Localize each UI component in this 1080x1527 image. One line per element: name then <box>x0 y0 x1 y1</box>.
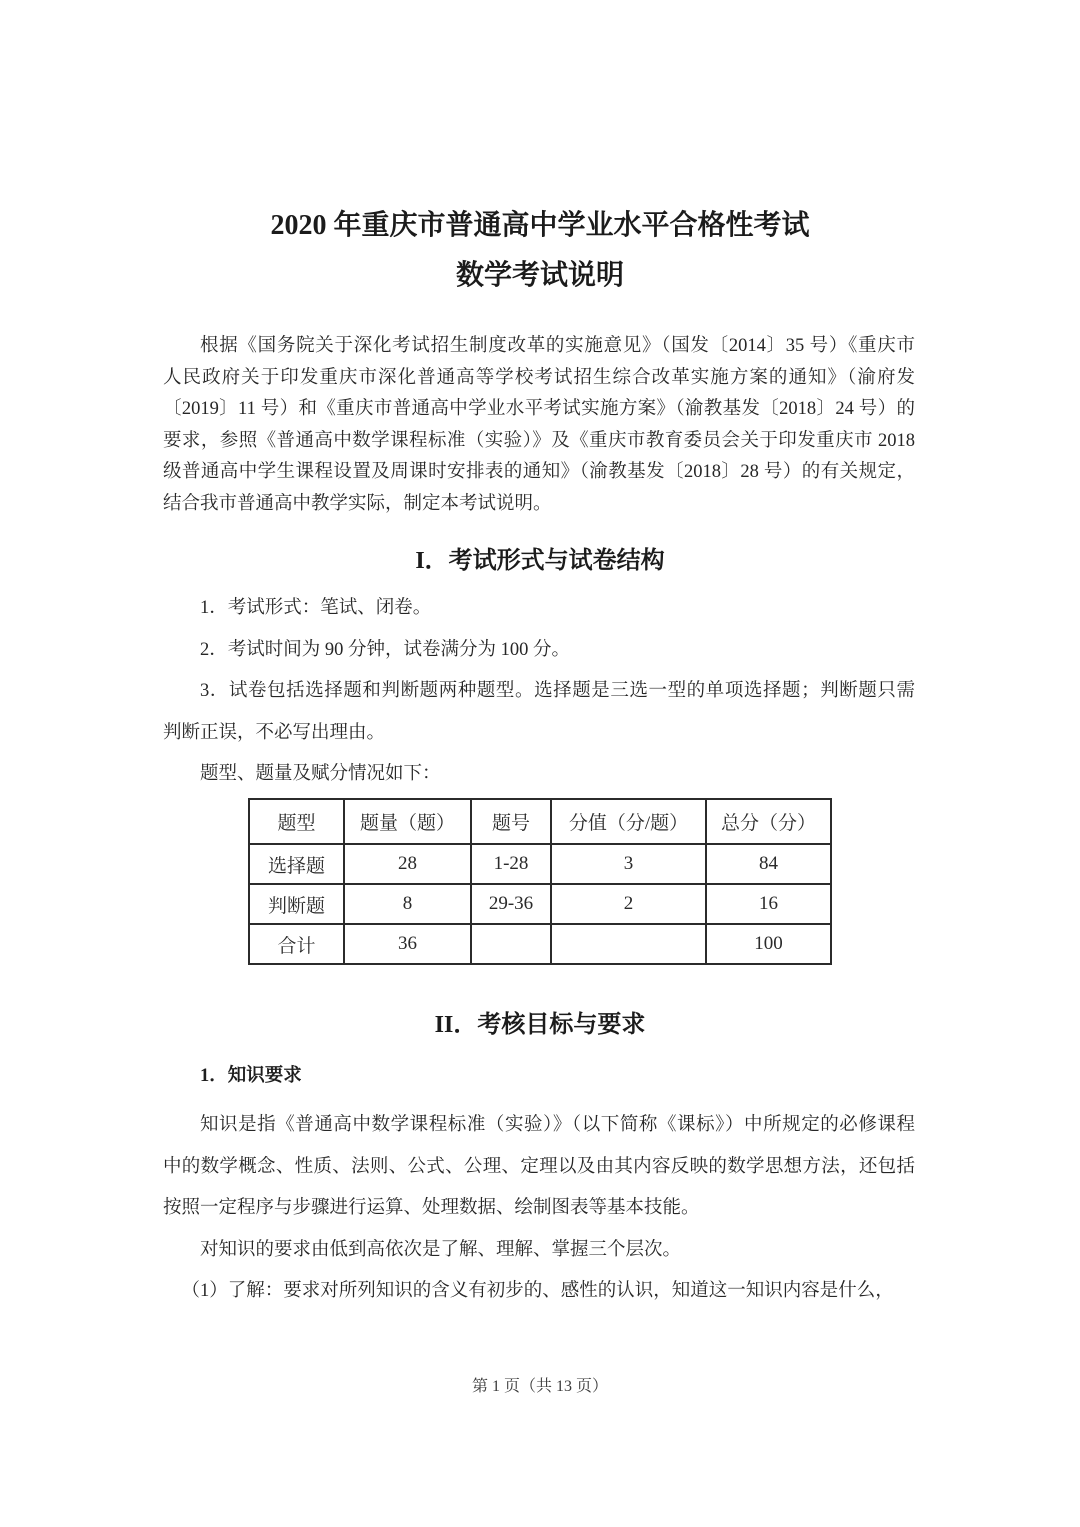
page-number-footer: 第 1 页（共 13 页） <box>471 1378 608 1395</box>
table-cell <box>471 924 551 964</box>
table-cell: 选择题 <box>249 844 344 884</box>
section1-body <box>163 588 915 796</box>
text-line: 根据《国务院关于深化考试招生制度改革的实施意见》（国发〔2014〕35 号）《重庆市 <box>200 336 915 356</box>
table-cell: 16 <box>706 884 831 924</box>
table-row <box>249 884 831 924</box>
text-line: 中的数学概念、性质、法则、公式、公理、定理以及由其内容反映的数学思想方法，还包括 <box>163 1156 915 1177</box>
section2-heading: II．考核目标与要求 <box>434 1012 646 1038</box>
table-header-cell: 题型 <box>249 799 344 844</box>
table-intro-line: 题型、题量及赋分情况如下： <box>200 764 441 784</box>
text-line: 级普通高中学生课程设置及周课时安排表的通知》（渝教基发〔2018〕28 号）的有关规定， <box>163 462 915 482</box>
list-item: 2．考试时间为 90 分钟，试卷满分为 100 分。 <box>200 639 571 660</box>
section1-heading: I．考试形式与试卷结构 <box>415 548 665 574</box>
table-cell: 3 <box>551 844 706 884</box>
list-item: 3．试卷包括选择题和判断题两种题型。选择题是三选一型的单项选择题；判断题只需 <box>200 681 915 701</box>
table-cell: 8 <box>344 884 471 924</box>
intro-paragraph <box>163 331 915 520</box>
table-cell <box>551 924 706 964</box>
table-cell: 2 <box>551 884 706 924</box>
table-cell: 28 <box>344 844 471 884</box>
section2-body <box>163 1105 915 1313</box>
table-cell: 84 <box>706 844 831 884</box>
table-cell: 100 <box>706 924 831 964</box>
document-title-line1: 2020 年重庆市普通高中学业水平合格性考试 <box>270 210 810 241</box>
table-cell: 36 <box>344 924 471 964</box>
table-header-row <box>249 799 831 844</box>
text-line: （1）了解：要求对所列知识的含义有初步的、感性的认识，知道这一知识内容是什么， <box>181 1281 894 1301</box>
text-line: 对知识的要求由低到高依次是了解、理解、掌握三个层次。 <box>200 1239 682 1260</box>
text-line: 知识是指《普通高中数学课程标准（实验）》（以下简称《课标》）中所规定的必修课程 <box>200 1115 915 1135</box>
text-line: 按照一定程序与步骤进行运算、处理数据、绘制图表等基本技能。 <box>163 1198 700 1218</box>
table-header-cell: 总分（分） <box>706 799 831 844</box>
text-line: 人民政府关于印发重庆市深化普通高等学校考试招生综合改革实施方案的通知》（渝府发 <box>163 367 915 388</box>
text-line: 〔2019〕11 号）和《重庆市普通高中学业水平考试实施方案》（渝教基发〔2018〕24 号）的 <box>163 399 915 419</box>
score-table <box>248 798 832 965</box>
table-cell: 29-36 <box>471 884 551 924</box>
table-row <box>249 844 831 884</box>
score-table-head <box>249 799 831 844</box>
document-title-line2: 数学考试说明 <box>455 260 624 291</box>
table-row <box>249 924 831 964</box>
list-item: 1．考试形式：笔试、闭卷。 <box>200 598 432 618</box>
table-header-cell: 分值（分/题） <box>551 799 706 844</box>
text-line: 要求，参照《普通高中数学课程标准（实验）》及《重庆市教育委员会关于印发重庆市 2018 <box>163 430 915 451</box>
table-cell: 合计 <box>249 924 344 964</box>
table-header-cell: 题量（题） <box>344 799 471 844</box>
text-line: 结合我市普通高中教学实际，制定本考试说明。 <box>163 493 552 514</box>
score-table-wrapper <box>248 798 832 965</box>
table-header-cell: 题号 <box>471 799 551 844</box>
section2-subheading: 1．知识要求 <box>200 1066 302 1086</box>
table-cell: 判断题 <box>249 884 344 924</box>
text-line: 判断正误，不必写出理由。 <box>163 722 386 743</box>
table-cell: 1-28 <box>471 844 551 884</box>
score-table-body <box>249 844 831 964</box>
